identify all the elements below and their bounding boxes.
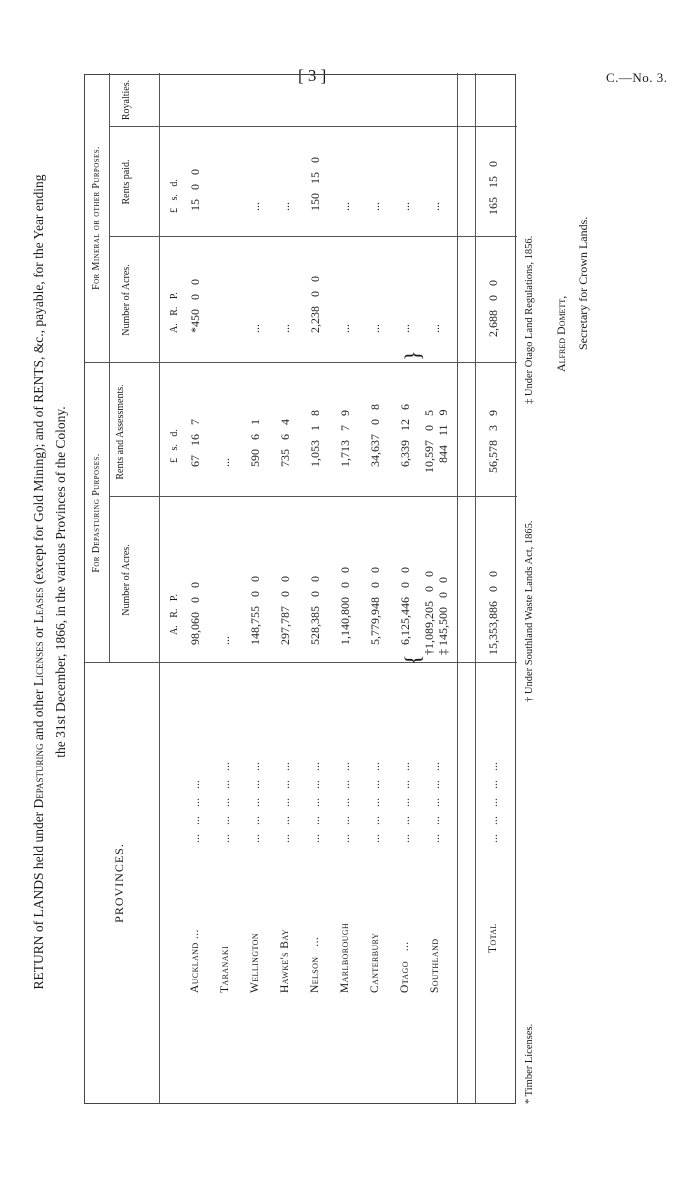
unit-min-money: £ s. d.: [169, 179, 180, 213]
table-row: [273, 73, 297, 1103]
page-number: [ 3 ]: [298, 66, 327, 85]
rotated-page-content: [28, 32, 668, 1132]
min-acres: ...: [278, 324, 292, 333]
min-acres: ...: [368, 324, 382, 333]
total-min-rents: 165 15 0: [486, 161, 500, 215]
min-acres: ...: [338, 324, 352, 333]
leader-dots: ... ... ... ... ...: [398, 762, 412, 843]
min-acres: *450 0 0: [188, 279, 202, 333]
dep-rents: ...: [218, 458, 232, 467]
dep-acres: 297,787 0 0: [278, 576, 292, 645]
header-dep-acres: Number of Acres.: [121, 544, 132, 616]
leader-dots: ... ... ... ... ...: [308, 762, 322, 843]
min-acres: ...: [398, 324, 412, 333]
min-rents: ...: [248, 202, 262, 211]
province-name: Southland: [429, 938, 441, 993]
unit-min-acres: A. R. P.: [169, 292, 180, 333]
min-rents: ...: [338, 202, 352, 211]
total-min-acres: 2,688 0 0: [486, 280, 500, 337]
min-rents: ...: [428, 202, 442, 211]
table-row: [303, 73, 327, 1103]
total-dep-rents: 56,578 3 9: [486, 410, 500, 473]
min-rents: ...: [398, 202, 412, 211]
dep-rents: 6,339 12 6: [398, 404, 412, 467]
dep-rents: 1,713 7 9: [338, 410, 352, 467]
table-row: [333, 73, 357, 1103]
province-name: Canterbury: [369, 932, 381, 993]
total-row: [481, 73, 505, 1103]
province-name: Otago ...: [399, 941, 411, 993]
leader-dots: ... ... ... ... ...: [338, 762, 352, 843]
min-acres: ...: [428, 324, 442, 333]
dep-rents-b: 844 11 9: [436, 409, 450, 463]
table-row: [243, 73, 267, 1103]
dep-acres: 528,385 0 0: [308, 576, 322, 645]
min-rents: ...: [368, 202, 382, 211]
province-name: Nelson ...: [309, 936, 321, 993]
leader-dots: ... ... ... ...: [188, 780, 202, 843]
header-min-rents: Rents paid.: [121, 159, 132, 205]
dep-acres: 148,755 0 0: [248, 576, 262, 645]
unit-dep-money: £ s. d.: [169, 429, 180, 463]
dep-rents: 10,597 0 5: [422, 410, 436, 473]
min-acres: 2,238 0 0: [308, 276, 322, 333]
dep-acres: 6,125,446 0 0: [398, 567, 412, 645]
footnote-timber: * Timber Licenses.: [524, 1023, 535, 1104]
dep-acres: †1,089,205 0 0: [422, 571, 436, 655]
dep-acres: ...: [218, 636, 232, 645]
leader-dots: ... ... ... ... ...: [218, 762, 232, 843]
min-rents: 150 15 0: [308, 157, 322, 211]
returns-table: [84, 74, 516, 1104]
southland-brace-right: }: [400, 350, 425, 361]
unit-dep-acres: A. R. P.: [169, 594, 180, 635]
leader-dots: ... ... ... ... ...: [278, 762, 292, 843]
dep-rents: 34,637 0 8: [368, 404, 382, 467]
footnote-southland: † Under Southland Waste Lands Act, 1865.: [524, 520, 535, 702]
leader-dots: ... ... ... ... ...: [368, 762, 382, 843]
dep-rents: 590 6 1: [248, 419, 262, 467]
total-dep-acres: 15,353,886 0 0: [486, 571, 500, 655]
header-provinces: PROVINCES.: [112, 843, 126, 923]
dep-rents: 735 6 4: [278, 419, 292, 467]
header-dep-rents: Rents and Assessments.: [115, 384, 126, 480]
southland-brace-left: {: [400, 654, 425, 665]
dep-acres-b: ‡ 145,500 0 0: [436, 577, 450, 655]
dep-rents: 67 16 7: [188, 419, 202, 467]
header-min-acres: Number of Acres.: [121, 264, 132, 336]
table-row: [213, 73, 237, 1103]
table-row: [422, 73, 450, 1103]
signature-name: Alfred Domett,: [554, 295, 568, 372]
province-name: Wellington: [249, 932, 261, 993]
header-royalties: Royalties.: [121, 79, 132, 121]
province-name: Marlborough: [339, 922, 351, 993]
dep-acres: 98,060 0 0: [188, 582, 202, 645]
table-row: [393, 73, 417, 1103]
header-mineral: For Mineral or other Purposes.: [91, 146, 102, 290]
footnote-otago: ‡ Under Otago Land Regulations, 1856.: [524, 235, 535, 404]
total-label: Total: [487, 923, 499, 953]
table-row: [183, 73, 207, 1103]
leader-dots: ... ... ... ... ...: [248, 762, 262, 843]
document-reference: C.—No. 3.: [606, 70, 668, 85]
min-rents: ...: [278, 202, 292, 211]
page-title: RETURN of LANDS held under Depasturing and other Licenses or Leases (except for Gold Mining); and of RENTS, &c., payable, for the Year ending the 31st December, 1866, in the various Provinces of the Colony.: [31, 174, 68, 990]
leader-dots: ... ... ... ... ...: [486, 762, 500, 843]
leader-dots: ... ... ... ... ...: [428, 762, 442, 843]
province-name: Taranaki: [219, 945, 231, 993]
table-row: [363, 73, 387, 1103]
header-depasturing: For Depasturing Purposes.: [91, 453, 102, 573]
signature-block: [550, 217, 594, 372]
dep-acres: 1,140,800 0 0: [338, 567, 352, 645]
signature-title: Secretary for Crown Lands.: [576, 216, 590, 350]
province-name: Auckland ...: [189, 929, 201, 993]
dep-acres: 5,779,948 0 0: [368, 567, 382, 645]
min-acres: ...: [248, 324, 262, 333]
dep-rents: 1,053 1 8: [308, 410, 322, 467]
province-name: Hawke's Bay: [279, 929, 291, 993]
min-rents: 15 0 0: [188, 169, 202, 211]
